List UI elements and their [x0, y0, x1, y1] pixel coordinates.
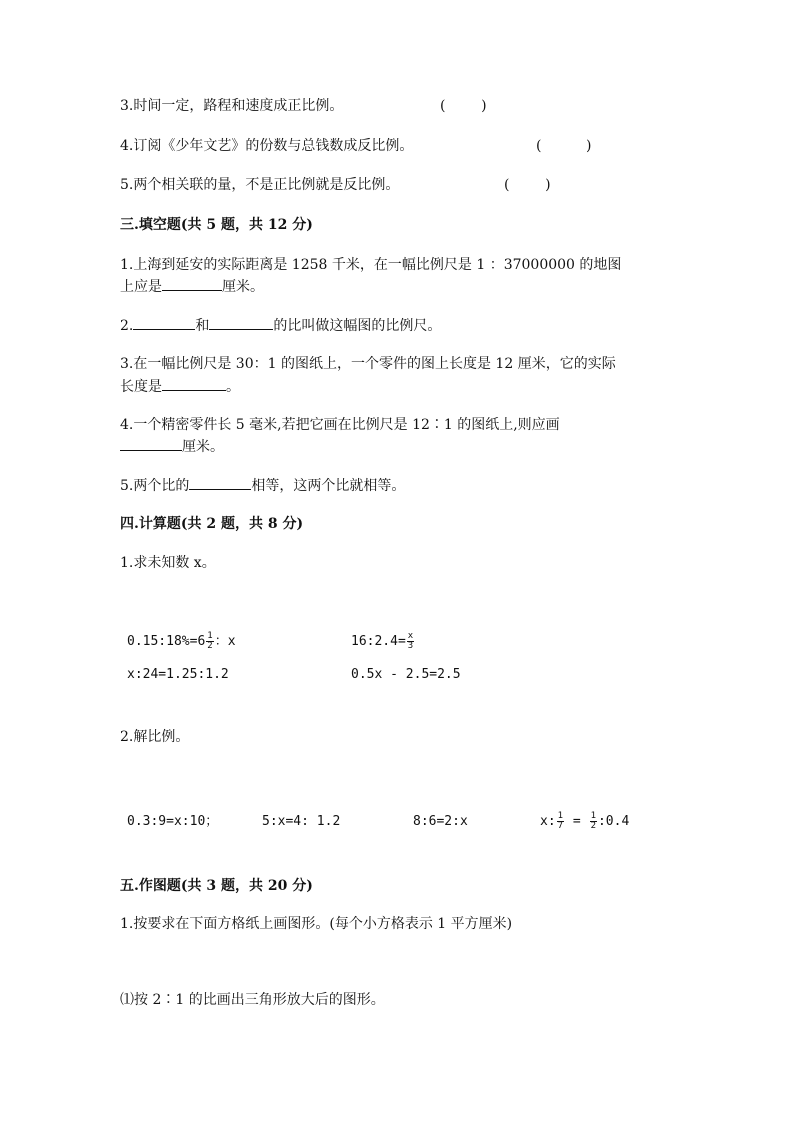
equation-2-frac-num: x — [407, 631, 414, 641]
fill-question-4-line1: 4.一个精密零件长 5 毫米,若把它画在比例尺是 12∶1 的图纸上,则应画 — [120, 417, 560, 433]
fill-question-5 — [120, 475, 405, 496]
draw-question-1: 1.按要求在下面方格纸上画图形。(每个小方格表示 1 平方厘米) — [120, 916, 513, 932]
calc-question-1: 1.求未知数 x。 — [120, 555, 216, 571]
equation-2 — [351, 632, 415, 652]
judge-answer-3-bracket[interactable]: ( ) — [440, 98, 487, 114]
proportion-4-equals: = — [565, 814, 589, 829]
draw-subquestion-1: ⑴按 2∶1 的比画出三角形放大后的图形。 — [120, 992, 385, 1008]
proportion-4-f2-num: 1 — [590, 811, 596, 821]
equation-1 — [127, 632, 236, 652]
fill-question-1-pre: 上应是 — [120, 279, 162, 295]
fill-question-1-post: 厘米。 — [222, 279, 264, 295]
calc-question-2: 2.解比例。 — [120, 729, 190, 745]
fill-question-5-pre: 5.两个比的 — [120, 478, 190, 494]
fill-blank-1[interactable] — [162, 276, 222, 291]
fill-question-2-mid: 和 — [195, 318, 210, 334]
fill-question-3-line2 — [120, 376, 240, 397]
fill-question-3-line1: 3.在一幅比例尺是 30：1 的图纸上，一个零件的图上长度是 12 厘米，它的实际 — [120, 356, 616, 372]
proportion-1: 0.3:9=x:10； — [127, 814, 219, 829]
fill-question-2-post: 的比叫做这幅图的比例尺。 — [273, 318, 442, 334]
judge-question-4 — [120, 136, 413, 156]
fill-blank-2b[interactable] — [209, 315, 273, 330]
equation-2-left: 16:2.4= — [351, 634, 406, 649]
equation-2-fraction — [407, 632, 414, 651]
equation-3: x:24=1.25:1.2 — [127, 667, 229, 682]
fill-question-1-line2 — [120, 276, 264, 297]
equation-1-right: ：x — [214, 634, 236, 649]
equation-1-fraction — [206, 632, 213, 651]
proportion-4-pre: x: — [540, 814, 556, 829]
judge-question-5-text: 5.两个相关联的量，不是正比例就是反比例。 — [120, 177, 400, 193]
fill-question-3-post: 。 — [226, 379, 240, 395]
fill-question-2-pre: 2. — [120, 318, 134, 334]
fill-blank-3[interactable] — [162, 376, 226, 391]
proportion-4-f2-den: 2 — [590, 821, 596, 831]
calc-section-title: 四.计算题(共 2 题，共 8 分) — [120, 516, 304, 532]
draw-section-title: 五.作图题(共 3 题，共 20 分) — [120, 878, 313, 894]
judge-question-5 — [120, 175, 399, 195]
fill-blank-2a[interactable] — [133, 315, 195, 330]
proportion-4-fraction-1 — [557, 812, 564, 831]
proportion-4-f1-den: 7 — [557, 821, 564, 831]
fill-section-title: 三.填空题(共 5 题，共 12 分) — [120, 217, 313, 233]
proportion-3: 8:6=2:x — [413, 814, 468, 829]
proportion-4 — [540, 812, 629, 832]
proportion-4-post: :0.4 — [597, 814, 630, 829]
proportion-2: 5:x=4: 1.2 — [262, 814, 341, 829]
fill-question-1-line1: 1.上海到延安的实际距离是 1258 千米，在一幅比例尺是 1 ：37000000 的地图 — [120, 257, 622, 273]
fill-question-2 — [120, 315, 441, 336]
fill-question-4-line2 — [120, 436, 224, 457]
judge-question-4-text: 4.订阅《少年文艺》的份数与总钱数成反比例。 — [120, 138, 414, 154]
judge-question-3-text: 3.时间一定，路程和速度成正比例。 — [120, 98, 344, 114]
judge-answer-4-bracket[interactable]: ( ) — [536, 138, 592, 154]
equation-2-frac-den: 3 — [407, 641, 414, 651]
equation-4: 0.5x - 2.5=2.5 — [351, 667, 461, 682]
judge-answer-5-bracket[interactable]: ( ) — [504, 177, 551, 193]
fill-question-4-post: 厘米。 — [182, 439, 224, 455]
fill-question-3-pre: 长度是 — [120, 379, 162, 395]
equation-1-frac-den: 2 — [207, 641, 213, 651]
equation-1-frac-num: 1 — [207, 631, 213, 641]
fill-question-5-post: 相等，这两个比就相等。 — [251, 478, 406, 494]
fill-blank-4[interactable] — [120, 436, 182, 451]
proportion-4-f1-num: 1 — [557, 811, 564, 821]
fill-blank-5[interactable] — [189, 475, 251, 490]
proportion-4-fraction-2 — [590, 812, 597, 831]
equation-1-left: 0.15:18%=6 — [127, 634, 206, 649]
judge-question-3 — [120, 96, 343, 116]
